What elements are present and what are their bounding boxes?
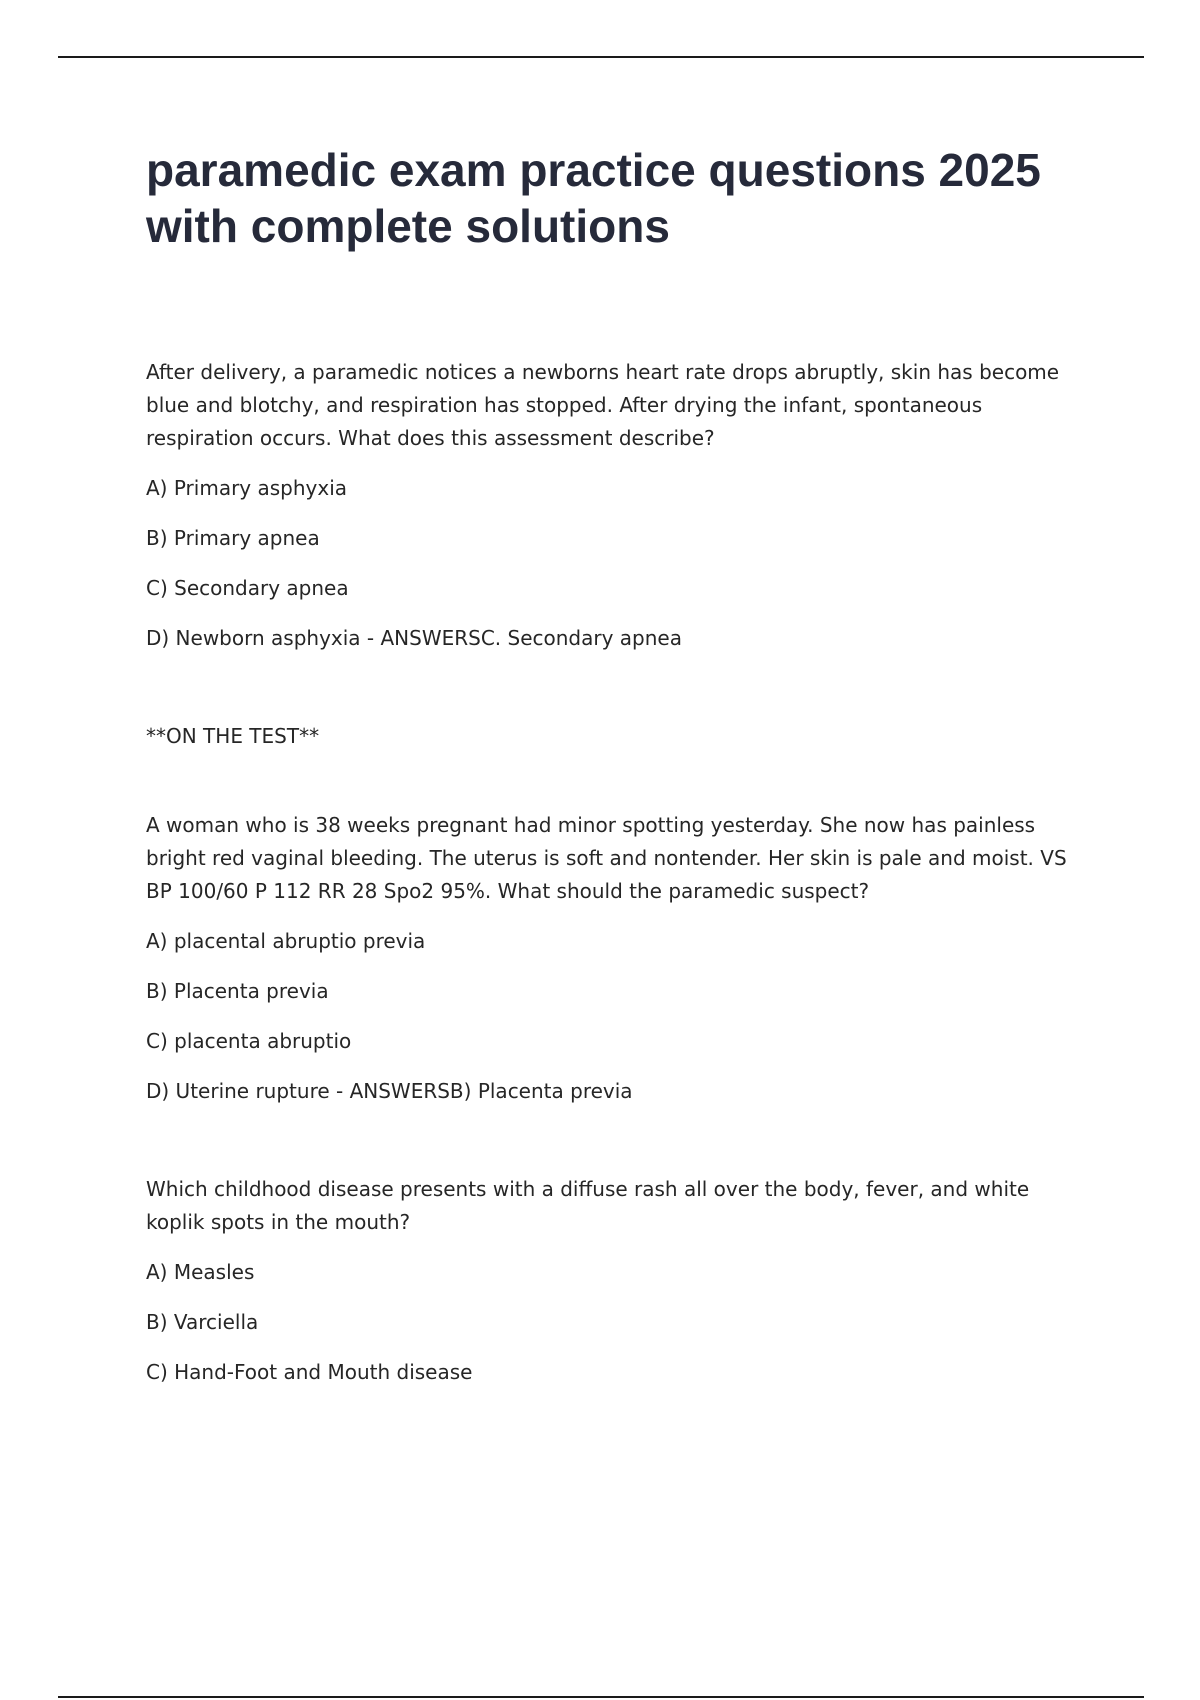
top-rule (58, 56, 1144, 58)
question-prompt: After delivery, a paramedic notices a newborns heart rate drops abruptly, skin has become blue and blotchy, and respiration has stopped. After drying the infant, spontaneous respiration occurs. What does this assessment describe? (146, 360, 1060, 450)
spacer (146, 753, 1086, 809)
spacer (146, 1125, 1086, 1173)
answer-option: A) Measles (146, 1260, 255, 1284)
bottom-rule (58, 1696, 1144, 1698)
answer-option: C) Hand-Foot and Mouth disease (146, 1360, 473, 1384)
document-title: paramedic exam practice questions 2025 with complete solutions (146, 144, 1041, 252)
test-note: **ON THE TEST** (146, 724, 320, 748)
answer-option: C) placenta abruptio (146, 1029, 352, 1053)
answer-option: A) placental abruptio previa (146, 929, 426, 953)
question-block (146, 356, 1086, 655)
question-block (146, 809, 1086, 1108)
spacer (146, 672, 1086, 720)
answer-option: B) Varciella (146, 1310, 259, 1334)
answer-option: B) Primary apnea (146, 526, 320, 550)
answer-option: B) Placenta previa (146, 979, 329, 1003)
answer-option: A) Primary asphyxia (146, 476, 348, 500)
question-prompt: A woman who is 38 weeks pregnant had minor spotting yesterday. She now has painless bright red vaginal bleeding. The uterus is soft and nontender. Her skin is pale and moist. VS BP 100/60 P 112 RR 28 Spo2 95%. What should the paramedic suspect? (146, 813, 1067, 903)
question-block (146, 1173, 1086, 1389)
question-prompt: Which childhood disease presents with a diffuse rash all over the body, fever, and white koplik spots in the mouth? (146, 1177, 1030, 1234)
answer-option: D) Newborn asphyxia - ANSWERSC. Secondary apnea (146, 626, 682, 650)
answer-option: C) Secondary apnea (146, 576, 349, 600)
document-body (146, 356, 1086, 1406)
answer-option: D) Uterine rupture - ANSWERSB) Placenta previa (146, 1079, 633, 1103)
